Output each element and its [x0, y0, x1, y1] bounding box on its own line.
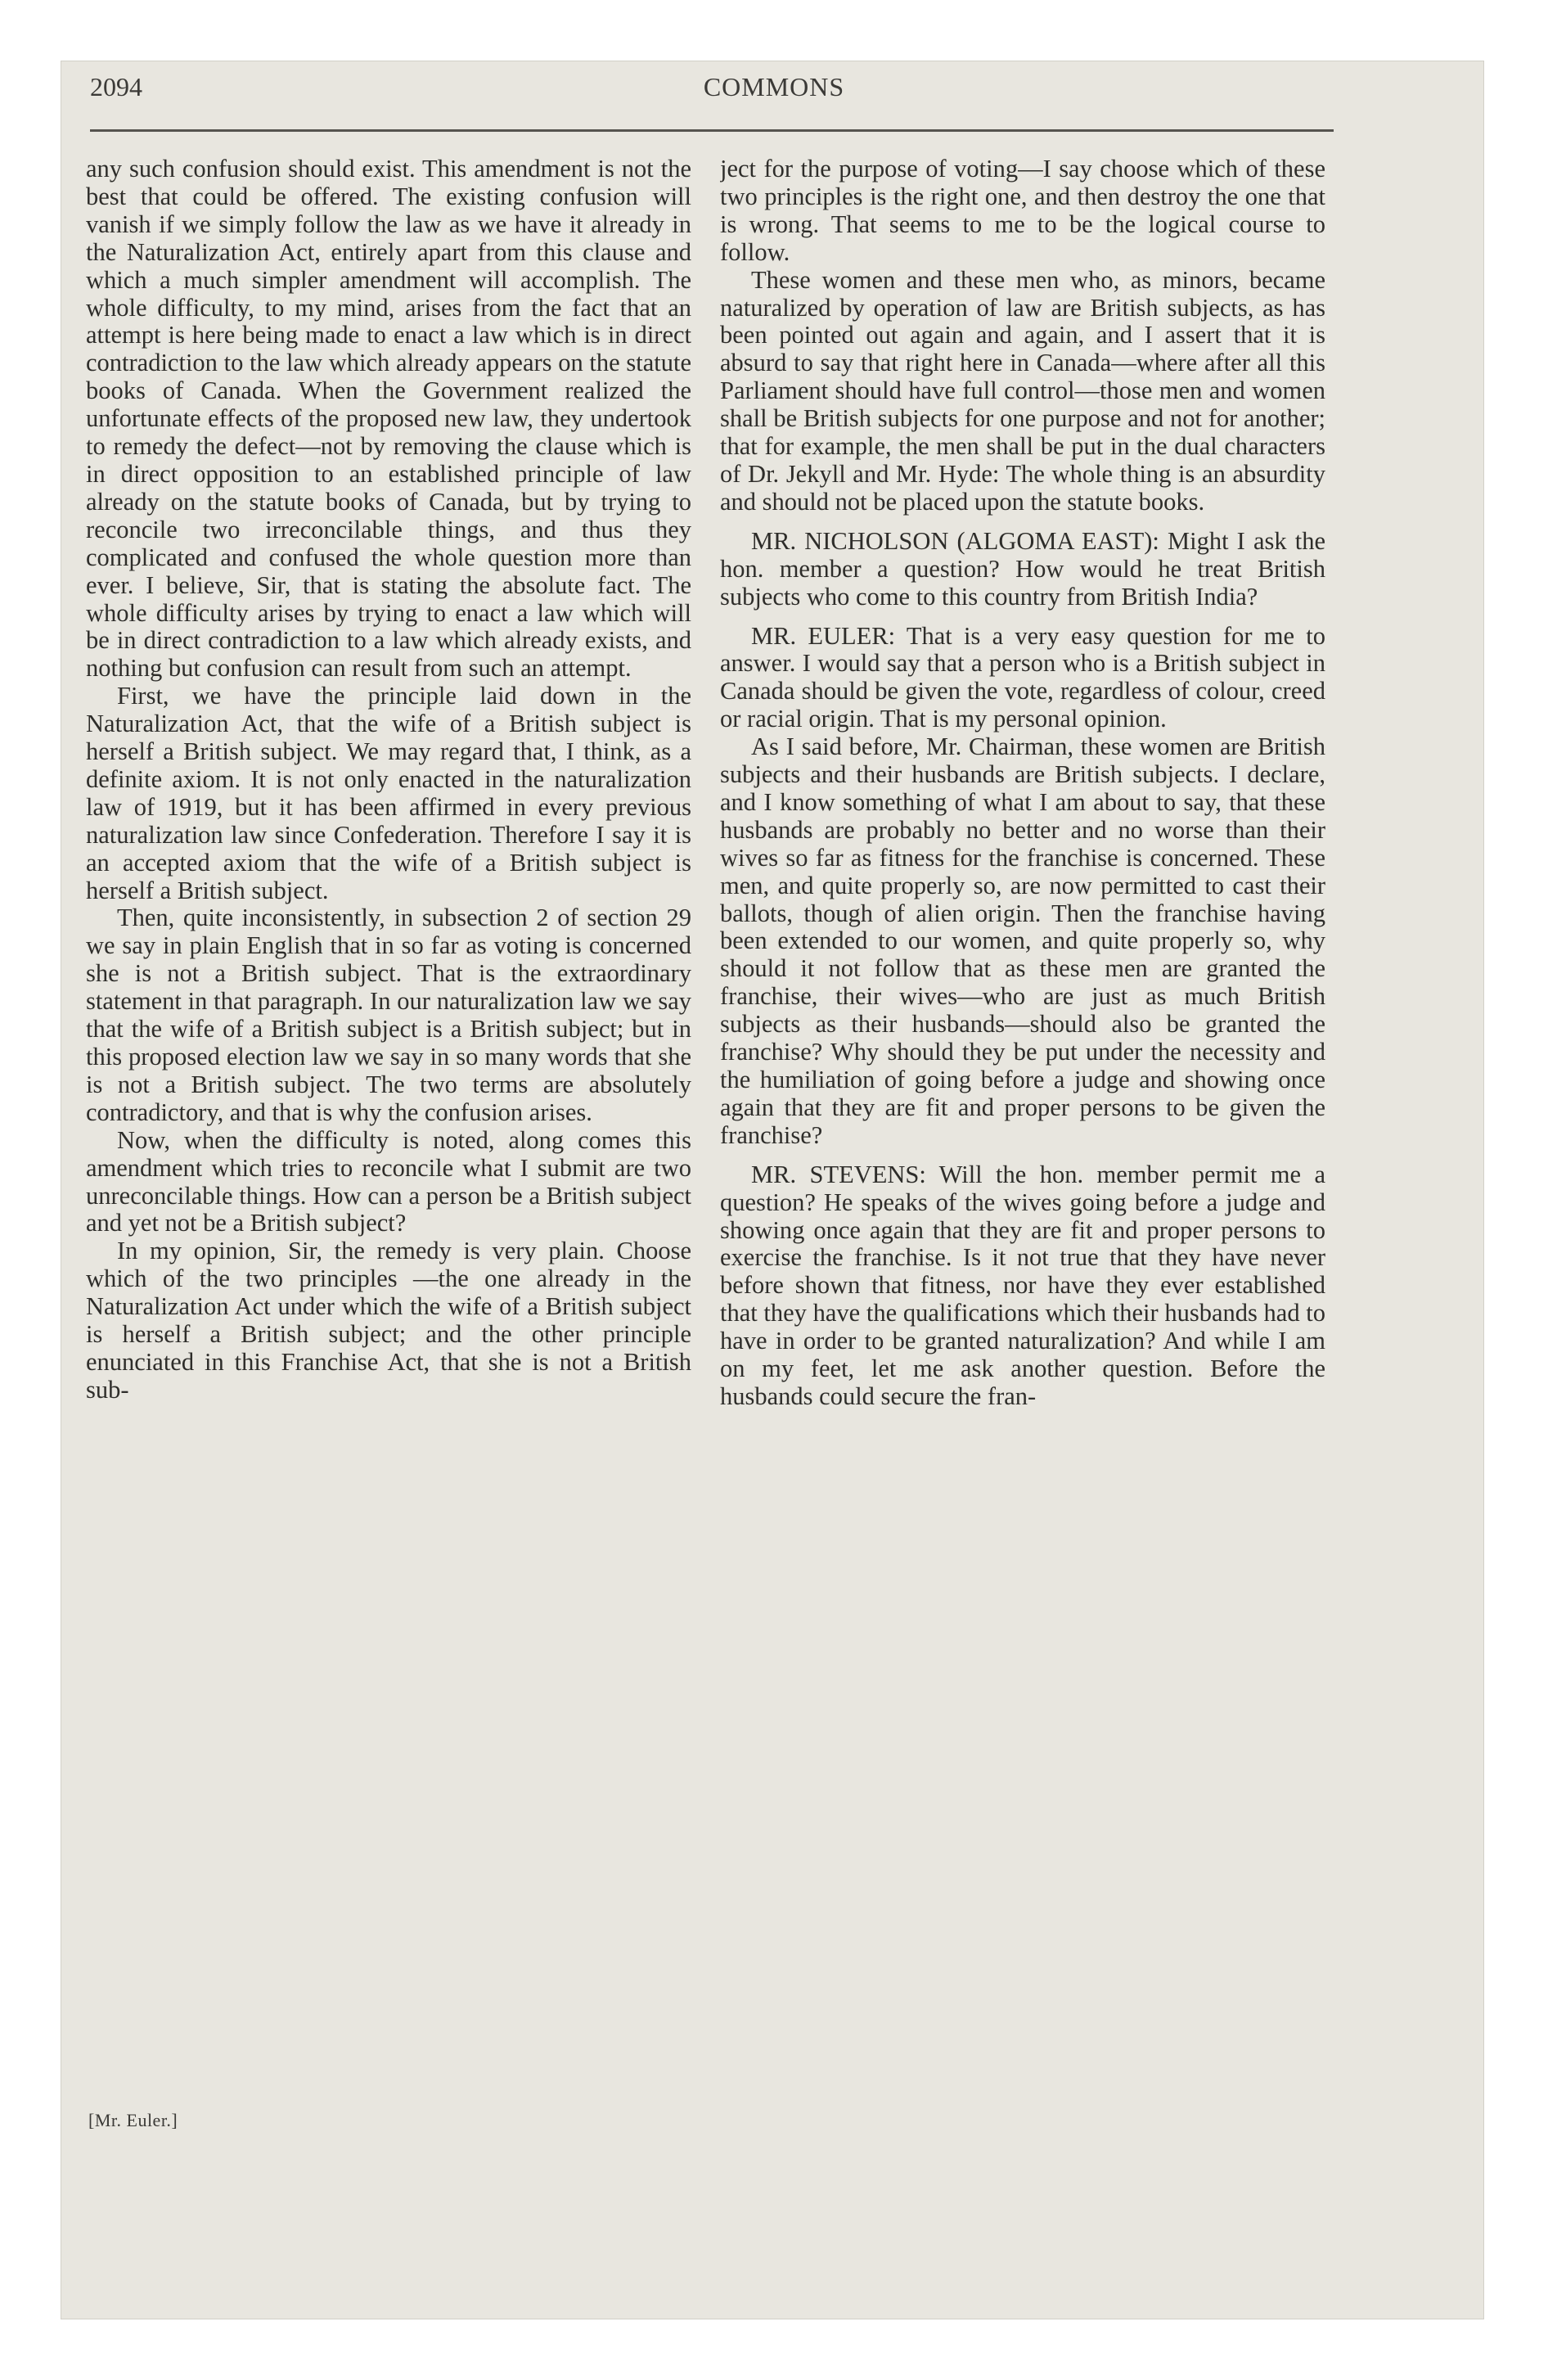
paragraph: As I said before, Mr. Chairman, these women are British subjects and their husbands are British subjects. I declare, and I know something of what I am about to say, that these husbands are probably no better and no worse than their wives so far as fitness for the franchise is concerned. These men, and quite properly so, are now permitted to cast their ballots, though of alien origin. Then the franchise having been extended to our women, and quite properly so, why should it not follow that as these men are granted the franchise, their wives—who are just as much British subjects as their husbands—should also be granted the franchise? Why should they be put under the necessity and the humiliation of going before a judge and showing once again that they are fit and proper persons to be given the franchise?: [720, 732, 1325, 1149]
speaker-name: MR. STEVENS:: [751, 1160, 926, 1188]
paragraph: In my opinion, Sir, the remedy is very plain. Choose which of the two principles —the one already in the Naturalization Act under which the wife of a British subject is herself a British subject; and the other principle enunciated in this Franchise Act, that she is not a British sub-: [86, 1237, 691, 1404]
speech-euler: [720, 623, 1325, 734]
paragraph: Then, quite inconsistently, in subsection 2 of section 29 we say in plain English that in so far as voting is concerned she is not a British subject. That is the extraordinary statement in that paragraph. In our naturalization law we say that the wife of a British subject is a British subject; but in this proposed election law we say in so many words that she is not a British subject. The two terms are absolutely contradictory, and that is why the confusion arises.: [86, 904, 691, 1126]
header-rule: [90, 129, 1334, 132]
page-number: 2094: [90, 72, 142, 101]
speech-text: Will the hon. member permit me a question? He speaks of the wives going before a judge and showing once again that they are fit and proper persons to exercise the franchise. Is it not true that they have never before shown that fitness, nor have they ever established that they have the qualifications which their husbands had to have in order to be granted naturalization? And while I am on my feet, let me ask another question. Before the husbands could secure the fran-: [720, 1160, 1325, 1410]
paragraph: any such confusion should exist. This amendment is not the best that could be offered. The existing confusion will vanish if we simply follow the law as we have it already in the Naturalization Act, entirely apart from this clause and which a much simpler amendment will accomplish. The whole difficulty, to my mind, arises from the fact that an attempt is here being made to enact a law which is in direct contradiction to the law which already appears on the statute books of Canada. When the Government realized the unfortunate effects of the proposed new law, they undertook to remedy the defect—not by removing the clause which is in direct opposition to an established principle of law already on the statute books of Canada, but by trying to reconcile two irreconcilable things, and thus they complicated and confused the whole question more than ever. I believe, Sir, that is stating the absolute fact. The whole difficulty arises by trying to enact a law which will be in direct contradiction to a law which already exists, and nothing but confusion can result from such an attempt.: [86, 156, 691, 683]
speech-text: That is a very easy question for me to answer. I would say that a person who is a British subject in Canada should be given the vote, regardless of colour, creed or racial origin. That is my personal opinion.: [720, 621, 1325, 733]
footer-note: [Mr. Euler.]: [88, 2110, 178, 2130]
speaker-name: MR. EULER:: [751, 621, 896, 650]
paragraph: ject for the purpose of voting—I say choose which of these two principles is the right one, and then destroy the one that is wrong. That seems to me to be the logical course to follow.: [720, 156, 1325, 266]
running-head: COMMONS: [703, 72, 845, 101]
paragraph: First, we have the principle laid down in the Naturalization Act, that the wife of a British subject is herself a British subject. We may regard that, I think, as a definite axiom. It is not only enacted in the naturalization law of 1919, but it has been affirmed in every previous naturalization law since Confederation. Therefore I say it is an accepted axiom that the wife of a British subject is herself a British subject.: [86, 682, 691, 904]
speech-stevens: [720, 1161, 1325, 1411]
speaker-name: MR. NICHOLSON (ALGOMA EAST):: [751, 526, 1159, 555]
right-column: [720, 156, 1325, 2112]
speech-nicholson: [720, 528, 1325, 611]
left-column: [86, 156, 691, 2112]
paragraph: These women and these men who, as minors, became naturalized by operation of law are British subjects, as has been pointed out again and again, and I assert that it is absurd to say that right here in Canada—where after all this Parliament should have full control—those men and women shall be British subjects for one purpose and not for another; that for example, the men shall be put in the dual characters of Dr. Jekyll and Mr. Hyde: The whole thing is an absurdity and should not be placed upon the statute books.: [720, 265, 1325, 516]
speech-text: Might I ask the hon. member a question? How would he treat British subjects who come to this country from British India?: [720, 526, 1325, 611]
paragraph: Now, when the difficulty is noted, along comes this amendment which tries to reconcile what I submit are two unreconcilable things. How can a person be a British subject and yet not be a British subject?: [86, 1125, 691, 1237]
